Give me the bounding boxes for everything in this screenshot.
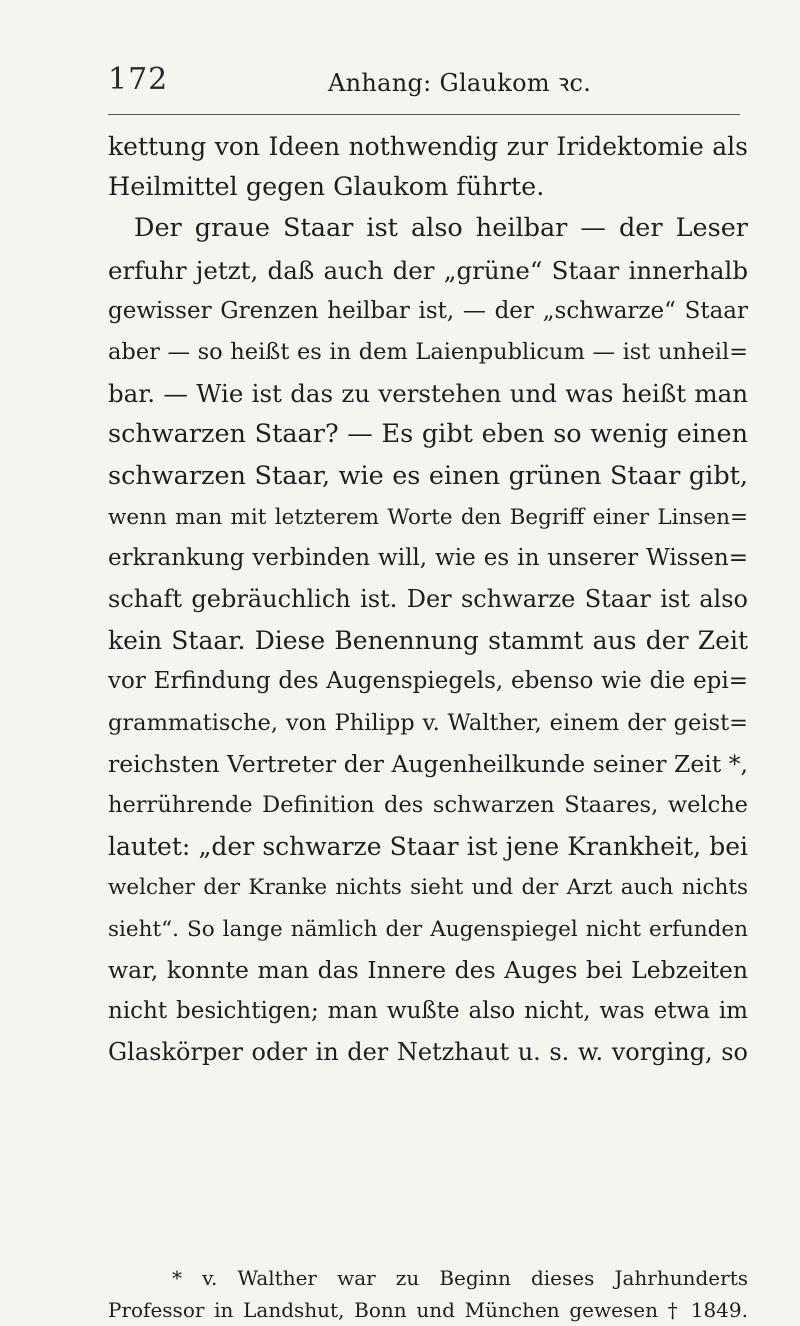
body-text [108, 126, 748, 1073]
text-line: erfuhr jetzt, daß auch der „grüne“ Staar innerhalb [108, 255, 748, 285]
text-line: schwarzen Staar, wie es einen grünen Staar gibt, [108, 460, 748, 491]
text-line: herrührende Definition des schwarzen Staares, welche [108, 792, 748, 818]
footnote [108, 1262, 748, 1326]
text-line: lautet: „der schwarze Staar ist jene Krankheit, bei [108, 832, 748, 862]
text-line: nicht besichtigen; man wußte also nicht, was etwa im [108, 997, 748, 1024]
text-line: gewisser Grenzen heilbar ist, — der „schwarze“ Staar [108, 297, 748, 324]
text-line: grammatische, von Philipp v. Walther, einem der geist= [108, 709, 748, 736]
footnote-line: Professor in Landshut, Bonn und München gewesen † 1849. [108, 1298, 748, 1322]
page-number: 172 [108, 62, 169, 97]
text-line: reichsten Vertreter der Augenheilkunde seiner Zeit *, [108, 749, 748, 778]
header-rule [108, 114, 740, 115]
text-line: bar. — Wie ist das zu verstehen und was heißt man [108, 379, 748, 409]
text-line: kettung von Ideen nothwendig zur Iridektomie als [108, 132, 748, 161]
text-line: aber — so heißt es in dem Laienpublicum — ist unheil= [108, 338, 748, 365]
text-line: welcher der Kranke nichts sieht und der Arzt auch nichts [108, 875, 748, 901]
text-line: Der graue Staar ist also heilbar — der Leser [134, 213, 748, 244]
text-line: wenn man mit letzterem Worte den Begriff einer Linsen= [108, 504, 748, 530]
text-line: schwarzen Staar? — Es gibt eben so wenig einen [108, 419, 748, 450]
page-header [108, 62, 748, 102]
text-line: vor Erfindung des Augenspiegels, ebenso wie die epi= [108, 668, 748, 695]
text-line: war, konnte man das Innere des Auges bei Lebzeiten [108, 955, 748, 984]
text-line: kein Staar. Diese Benennung stammt aus der Zeit [108, 626, 748, 656]
text-line: erkrankung verbinden will, wie es in unserer Wissen= [108, 544, 748, 571]
text-line: Heilmittel gegen Glaukom führte. [108, 172, 545, 203]
text-line: schaft gebräuchlich ist. Der schwarze Staar ist also [108, 585, 748, 614]
text-line: sieht“. So lange nämlich der Augenspiegel nicht erfunden [108, 916, 748, 942]
text-line: Glaskörper oder in der Netzhaut u. s. w. vorging, so [108, 1038, 748, 1067]
footnote-line: * v. Walther war zu Beginn dieses Jahrhunderts [172, 1266, 748, 1290]
running-head: Anhang: Glaukom ꝛc. [328, 69, 592, 97]
